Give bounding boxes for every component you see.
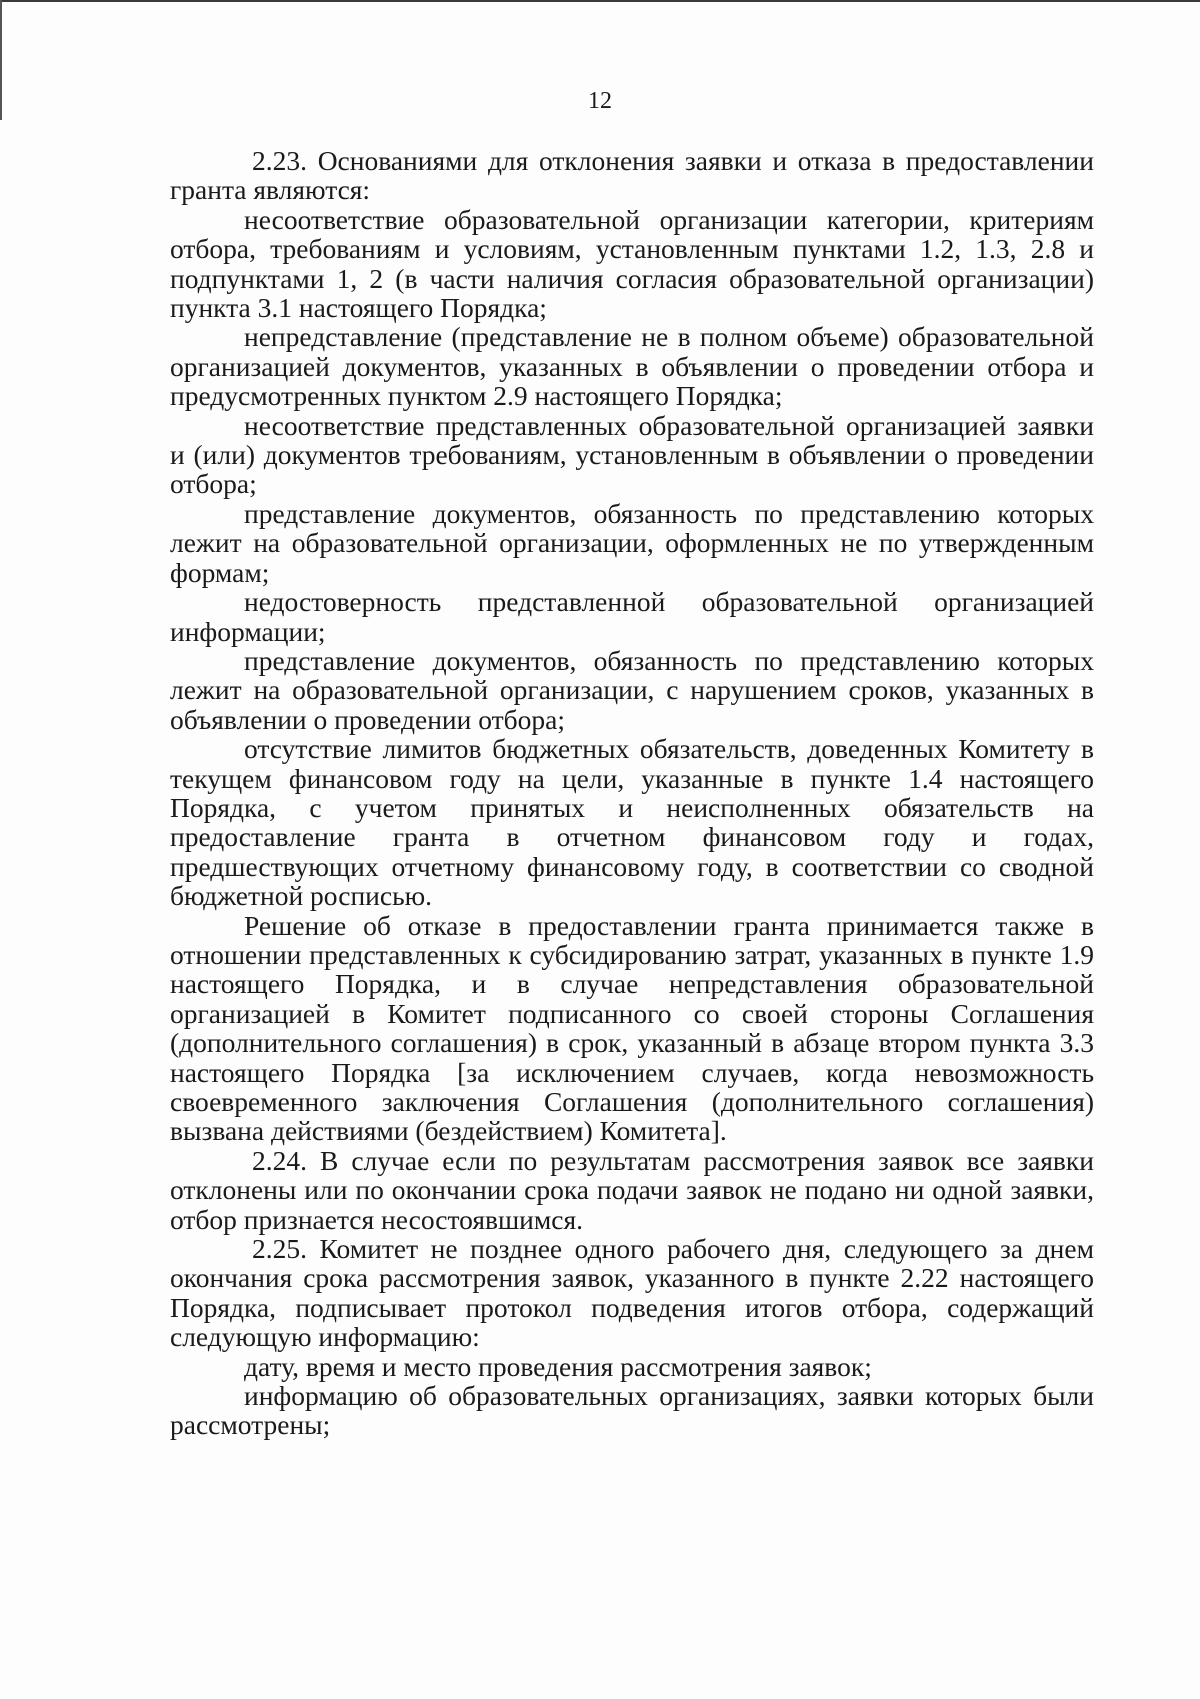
paragraph-2-25: 2.25. Комитет не позднее одного рабочего дня, следующего за днем окончания срока рассмотрения заявок, указанного в пункте 2.22 настоящего Порядка, подписывает протокол подведения итогов отбора, содержащий следующую информацию: (170, 1233, 1094, 1353)
paragraph-no-budget-limits: отсутствие лимитов бюджетных обязательств, доведенных Комитету в текущем финансовом году на цели, указанные в пункте 1.4 настоящего Порядка, с учетом принятых и неисполненных обязательств на предоставление гранта в отчетном финансовом году и годах, предшествующих отчетному финансовому году, в соответствии со сводной бюджетной росписью. (170, 733, 1094, 912)
paragraph-wrong-forms: представление документов, обязанность по представлению которых лежит на образовательной организации, оформленных не по утвержденным формам; (170, 497, 1094, 588)
paragraph-false-information: недостоверность представленной образовательной организацией информации; (170, 586, 1094, 647)
page-number: 12 (588, 88, 612, 114)
document-body (170, 146, 1094, 1440)
paragraph-2-24: 2.24. В случае если по результатам рассмотрения заявок все заявки отклонены или по окончании срока подачи заявок не подано ни одной заявки, отбор признается несостоявшимся. (170, 1144, 1094, 1235)
paragraph-requirements-mismatch: несоответствие представленных образовательной организацией заявки и (или) документов требованиям, установленным в объявлении о проведении отбора; (170, 409, 1094, 500)
paragraph-date-time-place: дату, время и место проведения рассмотрения заявок; (244, 1350, 872, 1382)
paragraph-late-submission: представление документов, обязанность по представлению которых лежит на образовательной организации, с нарушением сроков, указанных в объявлении о проведении отбора; (170, 644, 1094, 735)
paragraph-organizations-info: информацию об образовательных организациях, заявки которых были рассмотрены; (170, 1380, 1094, 1441)
paragraph-criteria-mismatch: несоответствие образовательной организации категории, критериям отбора, требованиям и условиям, установленным пунктами 1.2, 1.3, 2.8 и подпунктами 1, 2 (в части наличия согласия образовательной организации) пункта 3.1 настоящего Порядка; (170, 203, 1094, 324)
paragraph-2-23-heading: 2.23. Основаниями для отклонения заявки и отказа в предоставлении гранта являются: (170, 145, 1094, 206)
paragraph-refusal-decision: Решение об отказе в предоставлении гранта принимается также в отношении представленных к субсидированию затрат, указанных в пункте 1.9 настоящего Порядка, и в случае непредставления образовательной организацией в Комитет подписанного со своей стороны Соглашения (дополнительного соглашения) в срок, указанный в абзаце втором пункта 3.3 настоящего Порядка [за исключением случаев, когда невозможность своевременного заключения Соглашения (дополнительного соглашения) вызвана действиями (бездействием) Комитета]. (170, 909, 1094, 1147)
paragraph-documents-not-submitted: непредставление (представление не в полном объеме) образовательной организацией документов, указанных в объявлении о проведении отбора и предусмотренных пунктом 2.9 настоящего Порядка; (170, 321, 1094, 412)
scan-edge-top (0, 0, 1200, 2)
